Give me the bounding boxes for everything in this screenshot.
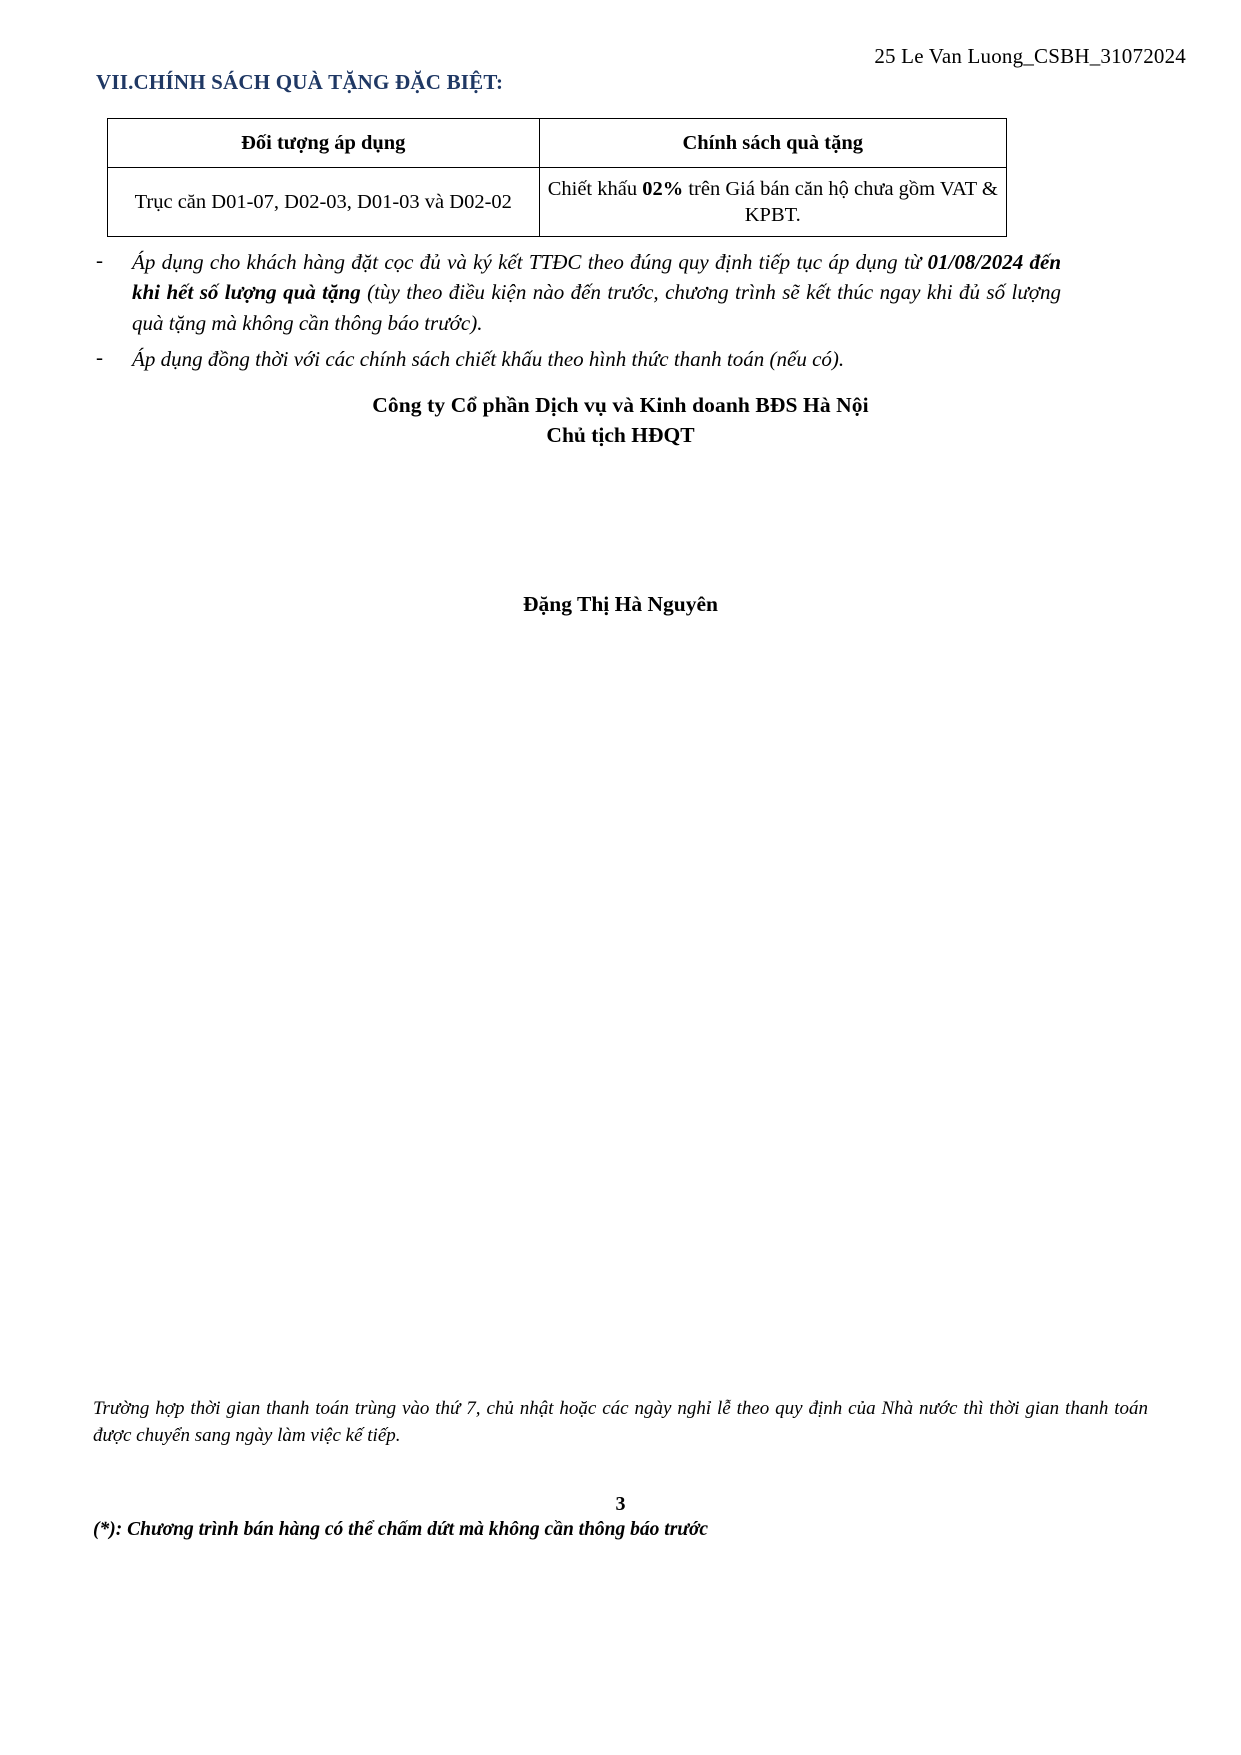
cell-policy-suffix: trên Giá bán căn hộ chưa gồm VAT & KPBT. [683,177,998,226]
signature-role: Chủ tịch HĐQT [546,423,695,448]
list-item [96,344,1061,374]
cell-policy-prefix: Chiết khấu [547,177,643,200]
page-title: VII.CHÍNH SÁCH QUÀ TẶNG ĐẶC BIỆT: [96,70,504,94]
column-header-policy: Chính sách quà tặng [539,119,1006,168]
table-row [108,168,1007,237]
footer-note-disclaimer: (*): Chương trình bán hàng có thể chấm dứt mà không cần thông báo trước [93,1519,709,1540]
list-item [96,247,1061,338]
signature-name: Đặng Thị Hà Nguyên [523,592,718,616]
note-text-part1: Áp dụng đồng thời với các chính sách chiết khấu theo hình thức thanh toán (nếu có). [132,347,845,372]
column-header-subject: Đối tượng áp dụng [108,119,540,168]
footer-note-payment-date: Trường hợp thời gian thanh toán trùng vào thứ 7, chủ nhật hoặc các ngày nghỉ lễ theo quy định của Nhà nước thì thời gian thanh toán được chuyển sang ngày làm việc kế tiếp. [93,1398,1148,1446]
document-code-header: 25 Le Van Luong_CSBH_31072024 [874,44,1186,68]
signature-company: Công ty Cổ phần Dịch vụ và Kinh doanh BĐS Hà Nội [372,393,869,417]
page-number: 3 [615,1493,626,1515]
gift-policy-table [107,118,1007,237]
bullet-dash: - [96,248,103,272]
note-text [132,247,1061,338]
cell-policy [539,168,1006,237]
bullet-dash: - [96,345,103,370]
table-header-row [108,119,1007,168]
note-text [132,344,1061,374]
signature-block [0,390,1241,450]
cell-policy-value: 02% [642,177,684,200]
notes-list [96,247,1061,381]
cell-subject: Trục căn D01-07, D02-03, D01-03 và D02-02 [108,168,540,237]
note-text-bold: 01/08/2024 đến khi hết số lượng quà tặng [132,250,1062,305]
note-text-part1: Áp dụng cho khách hàng đặt cọc đủ và ký kết TTĐC theo đúng quy định tiếp tục áp dụng từ [132,250,928,274]
note-text-part2: (tùy theo điều kiện nào đến trước, chương trình sẽ kết thúc ngay khi đủ số lượng quà tặng mà không cần thông báo trước). [132,280,1061,335]
